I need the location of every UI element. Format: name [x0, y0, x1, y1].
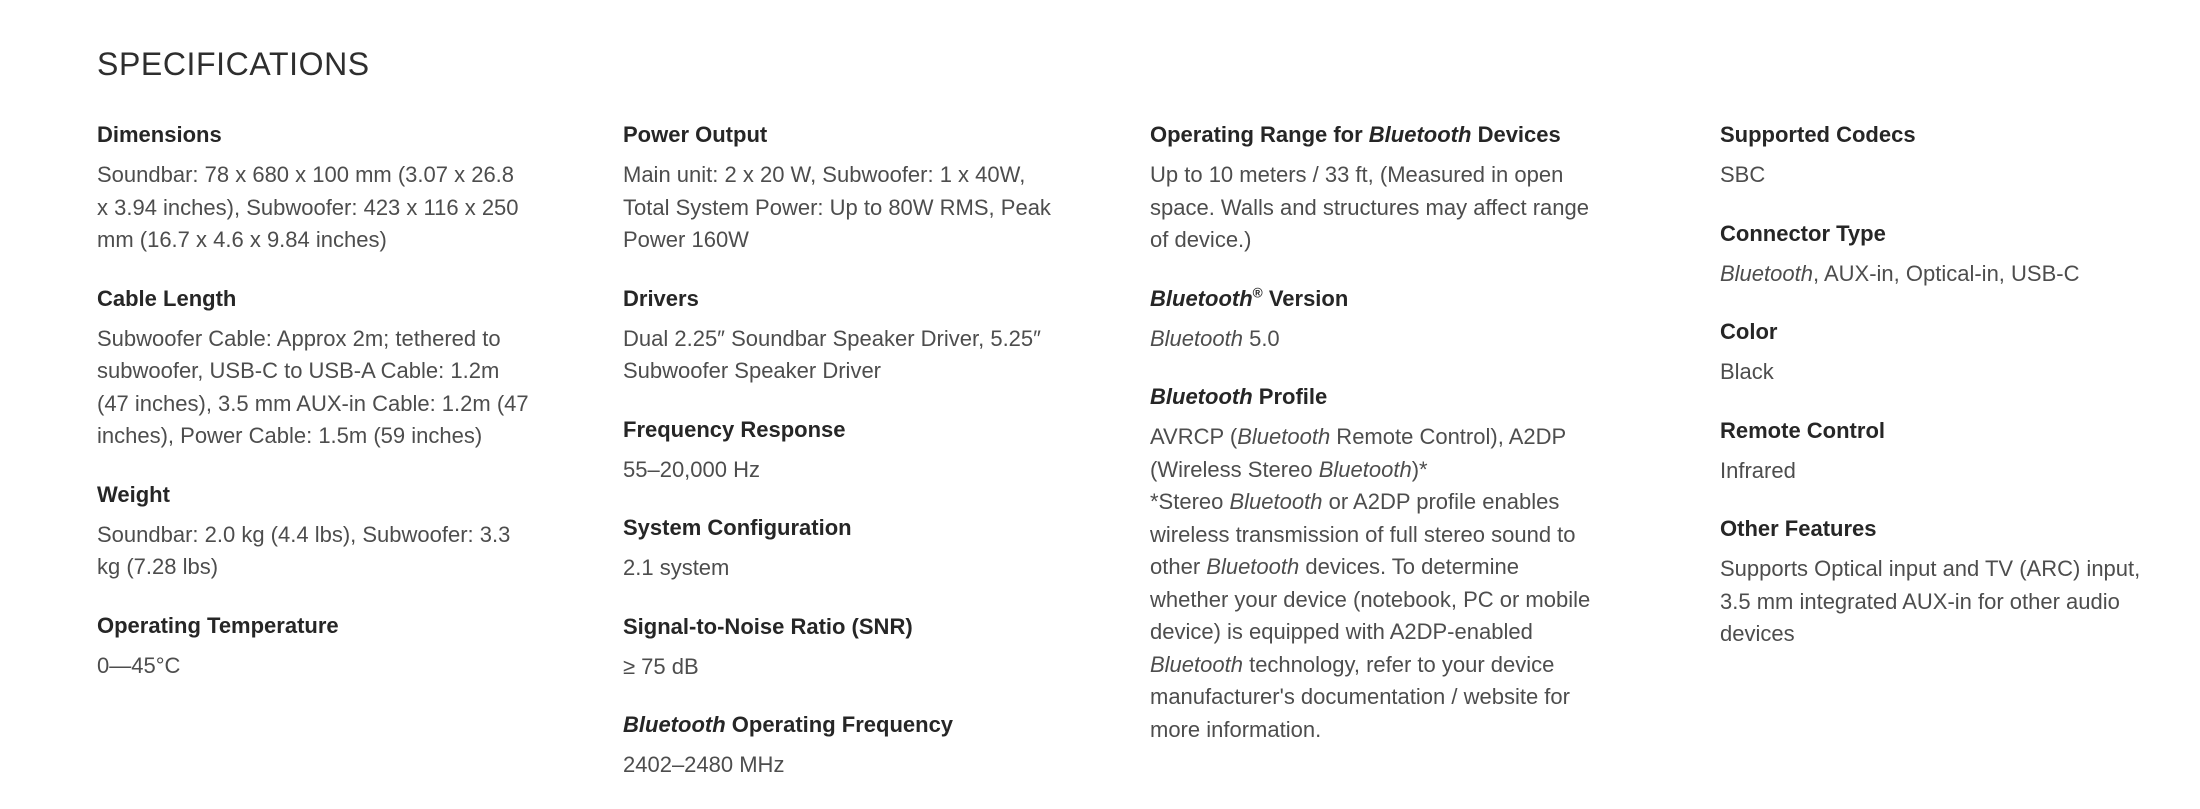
text-segment: devices. To determine whether your device (notebook, PC or mobile device) is equipped with A2DP-enabled: [1150, 554, 1591, 644]
text-segment: Subwoofer Cable: Approx 2m; tethered to subwoofer, USB-C to USB-A Cable: 1.2m (47 inches), 3.5 mm AUX-in Cable: 1.2m (47 inches), Power Cable: 1.5m (59 inches): [97, 325, 529, 448]
page-title: SPECIFICATIONS: [97, 46, 370, 82]
spec-body: [623, 323, 1055, 388]
spec-heading: [1720, 416, 2145, 446]
spec-body: [97, 519, 529, 584]
spec-body: [1720, 258, 2145, 291]
spec-item: [97, 611, 529, 683]
spec-body: [623, 552, 1055, 585]
text-segment: ≥ 75 dB: [623, 653, 699, 679]
spec-item: [623, 415, 1055, 487]
text-segment: Operating Temperature: [97, 612, 339, 638]
spec-heading: [1150, 284, 1592, 314]
text-segment: Bluetooth: [1318, 456, 1412, 482]
text-segment: ®: [1252, 285, 1263, 301]
text-segment: 2.1 system: [623, 555, 730, 580]
spec-body: [1720, 553, 2145, 651]
text-segment: Supported Codecs: [1720, 122, 1916, 147]
spec-heading: [1150, 120, 1592, 150]
text-segment: Devices: [1471, 122, 1561, 147]
spec-body: [1720, 455, 2145, 488]
text-segment: Cable Length: [97, 285, 237, 311]
text-segment: Operating Range for: [1150, 122, 1369, 147]
spec-heading: [97, 611, 529, 641]
text-segment: AVRCP (: [1150, 424, 1238, 449]
text-segment: SBC: [1720, 162, 1766, 187]
text-segment: Signal-to-Noise Ratio (SNR): [623, 613, 913, 639]
text-segment: Main unit: 2 x 20 W, Subwoofer: 1 x 40W, Total System Power: Up to 80W RMS, Peak Power 160W: [623, 162, 1051, 252]
text-segment: Bluetooth: [1150, 651, 1243, 677]
text-segment: Up to 10 meters / 33 ft, (Measured in open space. Walls and structures may affect range of device.): [1150, 162, 1589, 252]
text-segment: Bluetooth: [1150, 285, 1253, 311]
text-segment: Dimensions: [97, 122, 222, 147]
text-segment: Remote Control: [1720, 417, 1885, 443]
text-segment: Weight: [97, 481, 170, 507]
spec-heading: [623, 415, 1055, 445]
text-segment: Connector Type: [1720, 220, 1886, 246]
spec-heading: [1720, 514, 2145, 544]
text-segment: Bluetooth: [1150, 325, 1243, 351]
spec-heading: [97, 480, 529, 510]
text-segment: )*: [1411, 456, 1428, 482]
spec-item: [97, 120, 529, 257]
spec-item: [1720, 219, 2145, 291]
spec-heading: [97, 284, 529, 314]
text-segment: Supports Optical input and TV (ARC) input, 3.5 mm integrated AUX-in for other audio devices: [1720, 556, 2141, 646]
spec-body: [97, 650, 529, 683]
text-segment: or A2DP profile enables wireless transmission of full stereo sound to other: [1150, 489, 1576, 579]
spec-body: [1150, 323, 1592, 356]
spec-body: [1150, 159, 1592, 257]
spec-column-2: [623, 120, 1055, 809]
text-segment: Soundbar: 2.0 kg (4.4 lbs), Subwoofer: 3.3 kg (7.28 lbs): [97, 521, 511, 579]
text-segment: Power Output: [623, 122, 768, 147]
text-segment: Bluetooth: [1368, 122, 1472, 147]
spec-item: [1720, 416, 2145, 488]
spec-item: [623, 120, 1055, 257]
spec-heading: [623, 612, 1055, 642]
spec-item: [623, 284, 1055, 388]
text-segment: Drivers: [623, 285, 699, 311]
spec-body: [97, 159, 529, 257]
spec-body: [623, 749, 1055, 782]
text-segment: Color: [1720, 319, 1778, 344]
spec-heading: [1720, 120, 2145, 150]
spec-item: [1720, 120, 2145, 192]
text-segment: Infrared: [1720, 457, 1796, 483]
spec-item: [1150, 382, 1592, 746]
spec-item: [97, 284, 529, 453]
text-segment: Profile: [1252, 384, 1328, 409]
text-segment: *Stereo: [1150, 489, 1230, 514]
spec-body: [623, 651, 1055, 684]
spec-heading: [623, 513, 1055, 543]
text-segment: Remote Control), A2DP (Wireless Stereo: [1150, 424, 1566, 482]
text-segment: Bluetooth: [1720, 260, 1813, 286]
spec-column-3: [1150, 120, 1592, 773]
text-segment: Bluetooth: [1150, 384, 1253, 409]
spec-body: [1150, 421, 1592, 746]
spec-body: [1720, 159, 2145, 192]
text-segment: Operating Frequency: [725, 712, 954, 737]
spec-heading: [623, 284, 1055, 314]
spec-column-4: [1720, 120, 2145, 678]
spec-item: [1150, 120, 1592, 257]
text-segment: technology, refer to your device manufacturer's documentation / website for more information.: [1150, 651, 1570, 742]
text-segment: Bluetooth: [1237, 424, 1331, 449]
spec-item: [1720, 317, 2145, 389]
spec-item: [623, 612, 1055, 684]
text-segment: Version: [1262, 285, 1349, 311]
spec-body: [1720, 356, 2145, 389]
spec-heading: [97, 120, 529, 150]
spec-body: [623, 454, 1055, 487]
text-segment: Frequency Response: [623, 416, 846, 442]
spec-item: [623, 513, 1055, 585]
text-segment: 5.0: [1242, 325, 1280, 351]
spec-item: [1150, 284, 1592, 356]
text-segment: 55–20,000 Hz: [623, 456, 760, 482]
text-segment: Bluetooth: [1206, 554, 1300, 579]
text-segment: Dual 2.25″ Soundbar Speaker Driver, 5.25″ Subwoofer Speaker Driver: [623, 325, 1041, 383]
text-segment: 0—45°C: [97, 652, 181, 678]
text-segment: , AUX-in, Optical-in, USB-C: [1812, 260, 2080, 286]
spec-item: [623, 710, 1055, 782]
spec-columns: [97, 120, 2160, 809]
spec-heading: [1720, 317, 2145, 347]
spec-item: [97, 480, 529, 584]
spec-body: [97, 323, 529, 453]
text-segment: Soundbar: 78 x 680 x 100 mm (3.07 x 26.8 x 3.94 inches), Subwoofer: 423 x 116 x 250 mm (16.7 x 4.6 x 9.84 inches): [97, 162, 519, 252]
text-segment: Other Features: [1720, 516, 1877, 541]
text-segment: Black: [1720, 359, 1774, 384]
text-segment: System Configuration: [623, 515, 852, 540]
spec-heading: [623, 710, 1055, 740]
spec-body: [623, 159, 1055, 257]
text-segment: 2402–2480 MHz: [623, 752, 785, 777]
spec-heading: [623, 120, 1055, 150]
spec-item: [1720, 514, 2145, 651]
spec-heading: [1720, 219, 2145, 249]
spec-column-1: [97, 120, 529, 709]
spec-heading: [1150, 382, 1592, 412]
text-segment: Bluetooth: [1229, 489, 1323, 514]
text-segment: Bluetooth: [623, 712, 726, 737]
